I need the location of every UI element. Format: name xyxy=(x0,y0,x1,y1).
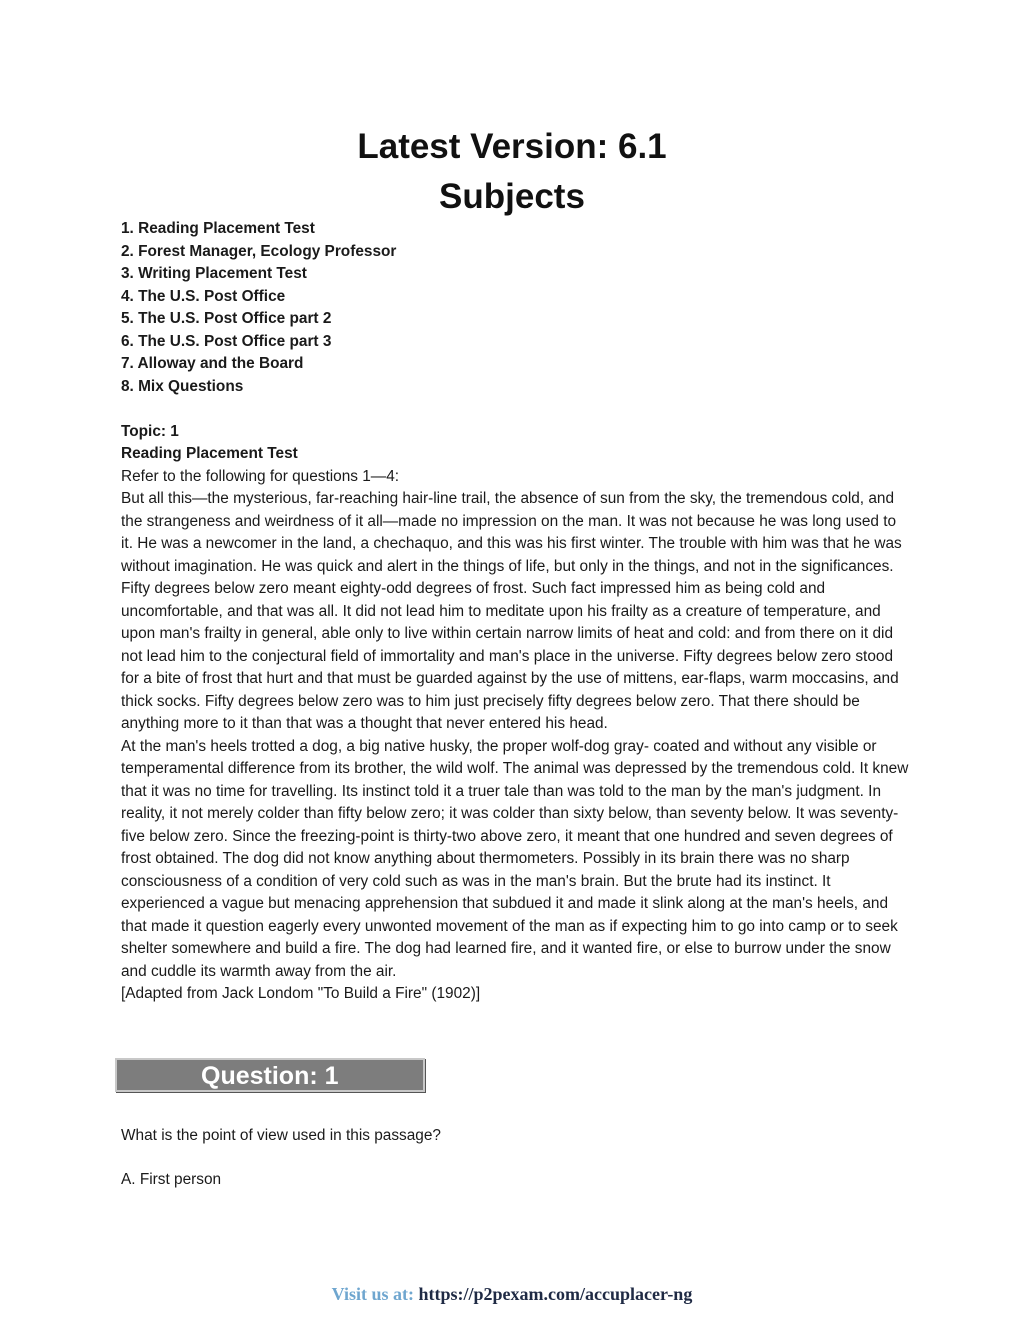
answer-option-a: A. First person xyxy=(121,1171,222,1188)
question-banner-label: Question: 1 xyxy=(201,1062,339,1090)
subject-item: 6. The U.S. Post Office part 3 xyxy=(121,332,332,350)
passage-intro: Refer to the following for questions 1—4: xyxy=(121,467,400,485)
topic-label: Topic: 1 xyxy=(121,422,179,440)
version-title: Latest Version: 6.1 xyxy=(357,127,667,166)
passage-paragraph-2: At the man's heels trotted a dog, a big native husky, the proper wolf-dog gray- coated and without any visible or temperamental difference from its brother, the wild wolf. The animal was depressed by the tremendous cold. It knew that it was no time for travelling. Its instinct told it a truer tale than was told to the man by the man's judgment. In reality, it not merely colder than fifty below zero; it was colder than sixty below, than seventy below. It was seventy-five below zero. Since the freezing-point is thirty-two above zero, it meant that one hundred and seven degrees of frost obtained. The dog did not know anything about thermometers. Possibly in its brain there was no sharp consciousness of a condition of very cold such as was in the man's brain. But the brute had its instinct. It experienced a vague but menacing apprehension that subdued it and made it slink along at the man's heels, and that made it question eagerly every unwonted movement of the man as if expecting him to go into camp or to seek shelter somewhere and build a fire. The dog had learned fire, and it wanted fire, or else to burrow under the snow and cuddle its warmth away from the air. xyxy=(121,737,909,980)
spacer xyxy=(121,398,911,421)
subjects-title: Subjects xyxy=(439,177,585,216)
question-banner xyxy=(115,1058,425,1092)
subject-item: 4. The U.S. Post Office xyxy=(121,287,286,305)
passage-source: [Adapted from Jack Londom "To Build a Fire" (1902)] xyxy=(121,985,481,1002)
topic-name: Reading Placement Test xyxy=(121,445,298,462)
passage-paragraph-1: But all this—the mysterious, far-reaching hair-line trail, the absence of sun from the sky, the tremendous cold, and the strangeness and weirdness of it all—made no impression on the man. It was not because he was long used to it. He was a newcomer in the land, a chechaquo, and this was his first winter. The trouble with him was that he was without imagination. He was quick and alert in the things of life, but only in the things, and not in the significances. Fifty degrees below zero meant eighty-odd degrees of frost. Such fact impressed him as being cold and uncomfortable, and that was all. It did not lead him to meditate upon his frailty as a creature of temperature, and upon man's frailty in general, able only to live within certain narrow limits of heat and cold: and from there on it did not lead him to the conjectural field of immortality and man's place in the universe. Fifty degrees below zero stood for a bite of frost that hurt and that must be guarded against by the use of mittens, ear-flaps, warm moccasins, and thick socks. Fifty degrees below zero was to him just precisely fifty degrees below zero. That there should be anything more to it than that was a thought that never entered his head. xyxy=(121,490,902,732)
footer xyxy=(0,1282,1024,1306)
footer-visit-label: Visit us at: xyxy=(331,1284,415,1304)
subject-item: 3. Writing Placement Test xyxy=(121,265,307,282)
subject-list xyxy=(121,218,911,398)
footer-url-link[interactable]: https://p2pexam.com/accuplacer-ng xyxy=(418,1284,693,1304)
subject-item: 5. The U.S. Post Office part 2 xyxy=(121,310,332,327)
subject-item: 8. Mix Questions xyxy=(121,377,244,395)
question-text: What is the point of view used in this passage? xyxy=(121,1127,441,1144)
subject-item: 1. Reading Placement Test xyxy=(121,220,315,237)
document-body xyxy=(121,218,911,1006)
subject-item: 2. Forest Manager, Ecology Professor xyxy=(121,242,397,260)
subject-item: 7. Alloway and the Board xyxy=(121,355,304,372)
